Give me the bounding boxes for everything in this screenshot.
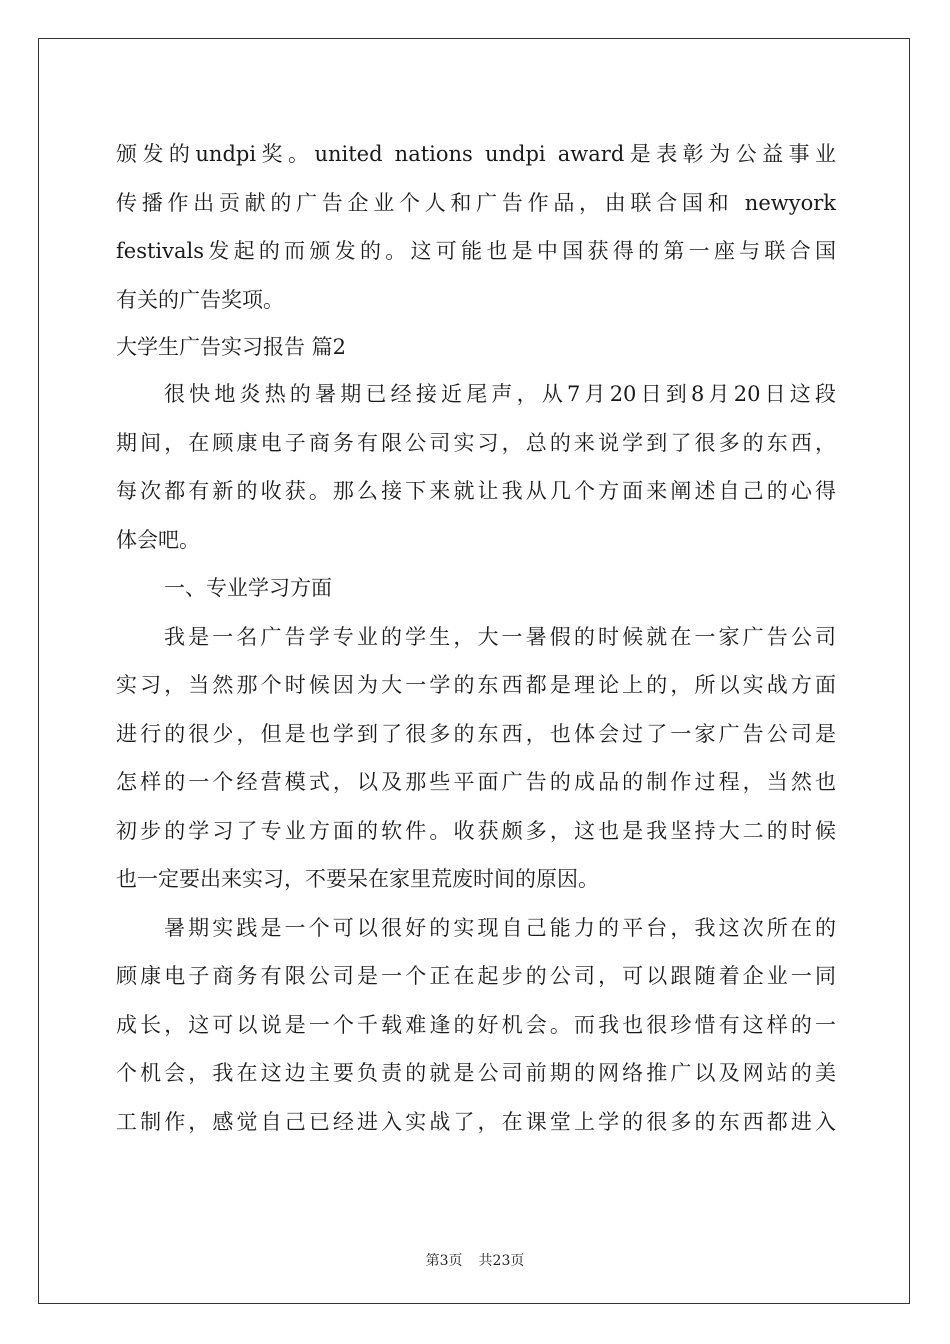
text-line: 每次都有新的收获。那么接下来就让我从几个方面来阐述自己的心得 xyxy=(116,479,836,503)
text-line: 怎样的一个经营模式，以及那些平面广告的成品的制作过程，当然也 xyxy=(116,770,836,794)
section-heading: 大学生广告实习报告 篇2 xyxy=(116,335,347,359)
text-line: 也一定要出来实习，不要呆在家里荒废时间的原因。 xyxy=(116,867,599,891)
text-line: 成长，这可以说是一个千载难逢的好机会。而我也很珍惜有这样的一 xyxy=(116,1012,836,1037)
page-total: 共23页 xyxy=(478,1253,525,1269)
text-line: 我是一名广告学专业的学生，大一暑假的时候就在一家广告公司 xyxy=(164,624,836,649)
text-line: 个机会，我在这边主要负责的就是公司前期的网络推广以及网站的美 xyxy=(116,1061,836,1085)
text-line: 工制作，感觉自己已经进入实战了，在课堂上学的很多的东西都进入 xyxy=(116,1109,836,1134)
text-line: 顾康电子商务有限公司是一个正在起步的公司，可以跟随着企业一同 xyxy=(116,964,836,988)
text-line: 初步的学习了专业方面的软件。收获颇多，这也是我坚持大二的时候 xyxy=(116,818,836,843)
text-line: 颁发的undpi奖。united nations undpi award是表彰为公益事业 xyxy=(116,142,836,166)
text-line: 暑期实践是一个可以很好的实现自己能力的平台，我这次所在的 xyxy=(164,915,836,940)
text-line: 体会吧。 xyxy=(116,527,200,552)
text-line: 很快地炎热的暑期已经接近尾声，从7月20日到8月20日这段 xyxy=(164,382,836,406)
page-footer xyxy=(0,1250,950,1270)
text-line: 期间，在顾康电子商务有限公司实习，总的来说学到了很多的东西， xyxy=(116,430,836,455)
document-body xyxy=(116,130,836,1146)
subsection-heading: 一、专业学习方面 xyxy=(164,576,332,600)
text-line: 有关的广告奖项。 xyxy=(116,287,284,312)
page-number: 第3页 xyxy=(425,1253,463,1269)
text-line: 实习，当然那个时候因为大一学的东西都是理论上的，所以实战方面 xyxy=(116,673,836,697)
text-line: festivals发起的而颁发的。这可能也是中国获得的第一座与联合国 xyxy=(116,239,836,263)
text-line: 传播作出贡献的广告企业个人和广告作品，由联合国和 newyork xyxy=(116,190,836,215)
text-line: 进行的很少，但是也学到了很多的东西，也体会过了一家广告公司是 xyxy=(116,721,836,746)
